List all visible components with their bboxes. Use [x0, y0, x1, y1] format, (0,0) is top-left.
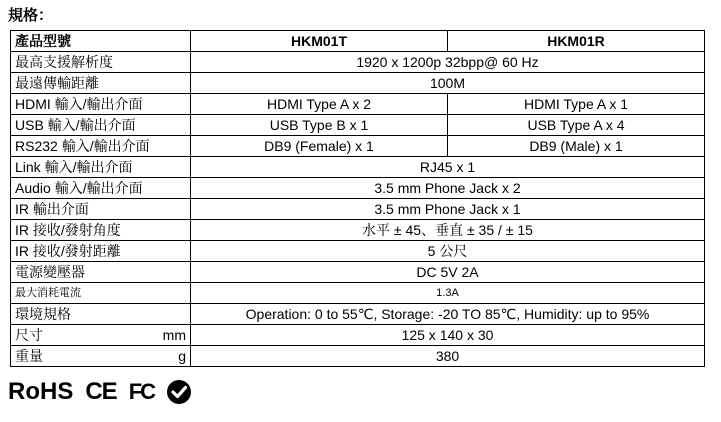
- table-row: [11, 73, 705, 94]
- row-label: IR 輸出介面: [11, 199, 191, 220]
- table-row: [11, 346, 705, 367]
- row-value: 1.3A: [191, 283, 705, 304]
- table-row: [11, 325, 705, 346]
- row-label: RS232 輸入/輸出介面: [11, 136, 191, 157]
- row-label: 最遠傳輸距離: [11, 73, 191, 94]
- row-value-r: DB9 (Male) x 1: [448, 136, 705, 157]
- table-row: [11, 283, 705, 304]
- row-value: 水平 ± 45、垂直 ± 35 / ± 15: [191, 220, 705, 241]
- table-row: [11, 304, 705, 325]
- row-label: 環境規格: [11, 304, 191, 325]
- table-row: [11, 241, 705, 262]
- row-label: 最高支援解析度: [11, 52, 191, 73]
- row-label: 重量: [15, 348, 43, 364]
- row-value: 3.5 mm Phone Jack x 1: [191, 199, 705, 220]
- row-label: Link 輸入/輸出介面: [11, 157, 191, 178]
- row-value-t: USB Type B x 1: [191, 115, 448, 136]
- table-row: [11, 178, 705, 199]
- table-row: [11, 220, 705, 241]
- header-hkm01r: HKM01R: [448, 31, 705, 52]
- row-label: HDMI 輸入/輸出介面: [11, 94, 191, 115]
- spec-table: [10, 30, 705, 367]
- table-row: [11, 136, 705, 157]
- row-label: USB 輸入/輸出介面: [11, 115, 191, 136]
- row-label: 最大消耗電流: [11, 283, 191, 304]
- row-unit: g: [178, 348, 186, 364]
- certification-logos: [8, 378, 192, 406]
- row-unit: mm: [162, 327, 186, 343]
- header-product-model: 產品型號: [11, 31, 191, 52]
- row-value: 5 公尺: [191, 241, 705, 262]
- row-label-cell: [11, 346, 191, 367]
- row-value: 100M: [191, 73, 705, 94]
- table-row: [11, 262, 705, 283]
- row-label: 尺寸: [15, 327, 43, 343]
- row-label: IR 接收/發射距離: [11, 241, 191, 262]
- table-row: [11, 199, 705, 220]
- rohs-logo: RoHS: [8, 378, 74, 405]
- row-value: 3.5 mm Phone Jack x 2: [191, 178, 705, 199]
- fc-logo: FC: [128, 379, 155, 404]
- compliance-mark-icon: [166, 379, 192, 405]
- row-label: Audio 輸入/輸出介面: [11, 178, 191, 199]
- row-value-t: DB9 (Female) x 1: [191, 136, 448, 157]
- row-label: 電源變壓器: [11, 262, 191, 283]
- ce-logo: CE: [85, 378, 117, 405]
- row-value: Operation: 0 to 55℃, Storage: -20 TO 85℃, Humidity: up to 95%: [191, 304, 705, 325]
- spec-heading: 規格：: [8, 7, 54, 24]
- table-row: [11, 94, 705, 115]
- row-label-cell: [11, 325, 191, 346]
- row-value-r: USB Type A x 4: [448, 115, 705, 136]
- row-value: 380: [191, 346, 705, 367]
- row-value-r: HDMI Type A x 1: [448, 94, 705, 115]
- table-row: [11, 115, 705, 136]
- row-value: 125 x 140 x 30: [191, 325, 705, 346]
- table-header-row: [11, 31, 705, 52]
- row-value: 1920 x 1200p 32bpp@ 60 Hz: [191, 52, 705, 73]
- header-hkm01t: HKM01T: [191, 31, 448, 52]
- row-value: DC 5V 2A: [191, 262, 705, 283]
- row-value-t: HDMI Type A x 2: [191, 94, 448, 115]
- table-row: [11, 157, 705, 178]
- row-value: RJ45 x 1: [191, 157, 705, 178]
- table-row: [11, 52, 705, 73]
- row-label: IR 接收/發射角度: [11, 220, 191, 241]
